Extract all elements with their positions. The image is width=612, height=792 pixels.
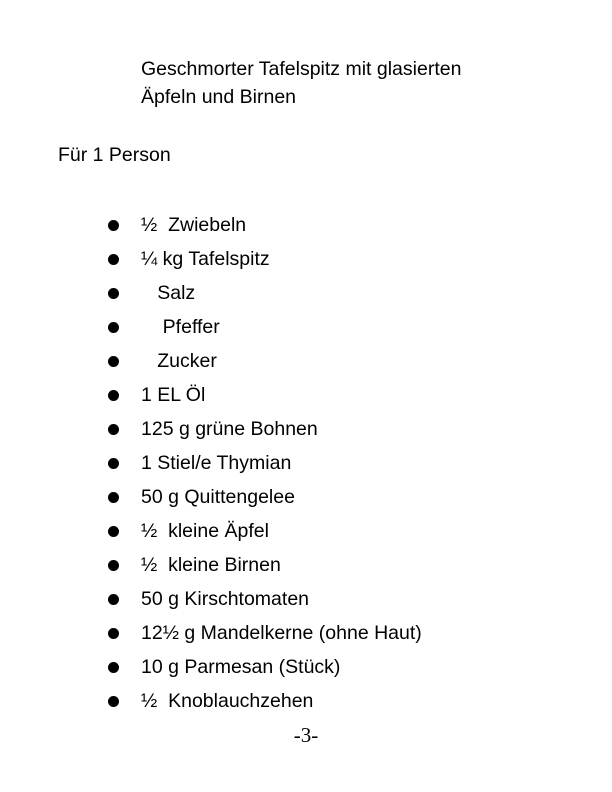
ingredient-item: ¼ kg Tafelspitz bbox=[0, 247, 612, 271]
ingredient-item: ½ Zwiebeln bbox=[0, 213, 612, 237]
servings-text: Für 1 Person bbox=[58, 144, 171, 166]
ingredient-item: Zucker bbox=[0, 349, 612, 373]
recipe-title-line-1: Geschmorter Tafelspitz mit glasierten bbox=[141, 58, 462, 80]
ingredient-item: ½ kleine Birnen bbox=[0, 553, 612, 577]
ingredient-item: 10 g Parmesan (Stück) bbox=[0, 655, 612, 679]
bullet-icon bbox=[108, 254, 119, 265]
bullet-icon bbox=[108, 526, 119, 537]
ingredient-item: ½ kleine Äpfel bbox=[0, 519, 612, 543]
bullet-icon bbox=[108, 424, 119, 435]
bullet-icon bbox=[108, 458, 119, 469]
bullet-icon bbox=[108, 390, 119, 401]
ingredient-item: 1 Stiel/e Thymian bbox=[0, 451, 612, 475]
ingredient-item: 1 EL Öl bbox=[0, 383, 612, 407]
bullet-icon bbox=[108, 662, 119, 673]
bullet-icon bbox=[108, 696, 119, 707]
recipe-title bbox=[141, 55, 461, 111]
bullet-icon bbox=[108, 628, 119, 639]
page-number: -3- bbox=[293, 723, 319, 747]
bullet-icon bbox=[108, 492, 119, 503]
ingredient-item: 50 g Kirschtomaten bbox=[0, 587, 612, 611]
ingredient-item: Pfeffer bbox=[0, 315, 612, 339]
bullet-icon bbox=[108, 220, 119, 231]
bullet-icon bbox=[108, 560, 119, 571]
ingredient-item: 125 g grüne Bohnen bbox=[0, 417, 612, 441]
ingredient-item: Salz bbox=[0, 281, 612, 305]
bullet-icon bbox=[108, 594, 119, 605]
recipe-title-line-2: Äpfeln und Birnen bbox=[141, 86, 297, 108]
bullet-icon bbox=[108, 322, 119, 333]
ingredient-item: 12½ g Mandelkerne (ohne Haut) bbox=[0, 621, 612, 645]
ingredient-item: 50 g Quittengelee bbox=[0, 485, 612, 509]
bullet-icon bbox=[108, 356, 119, 367]
bullet-icon bbox=[108, 288, 119, 299]
ingredient-item: ½ Knoblauchzehen bbox=[0, 689, 612, 713]
